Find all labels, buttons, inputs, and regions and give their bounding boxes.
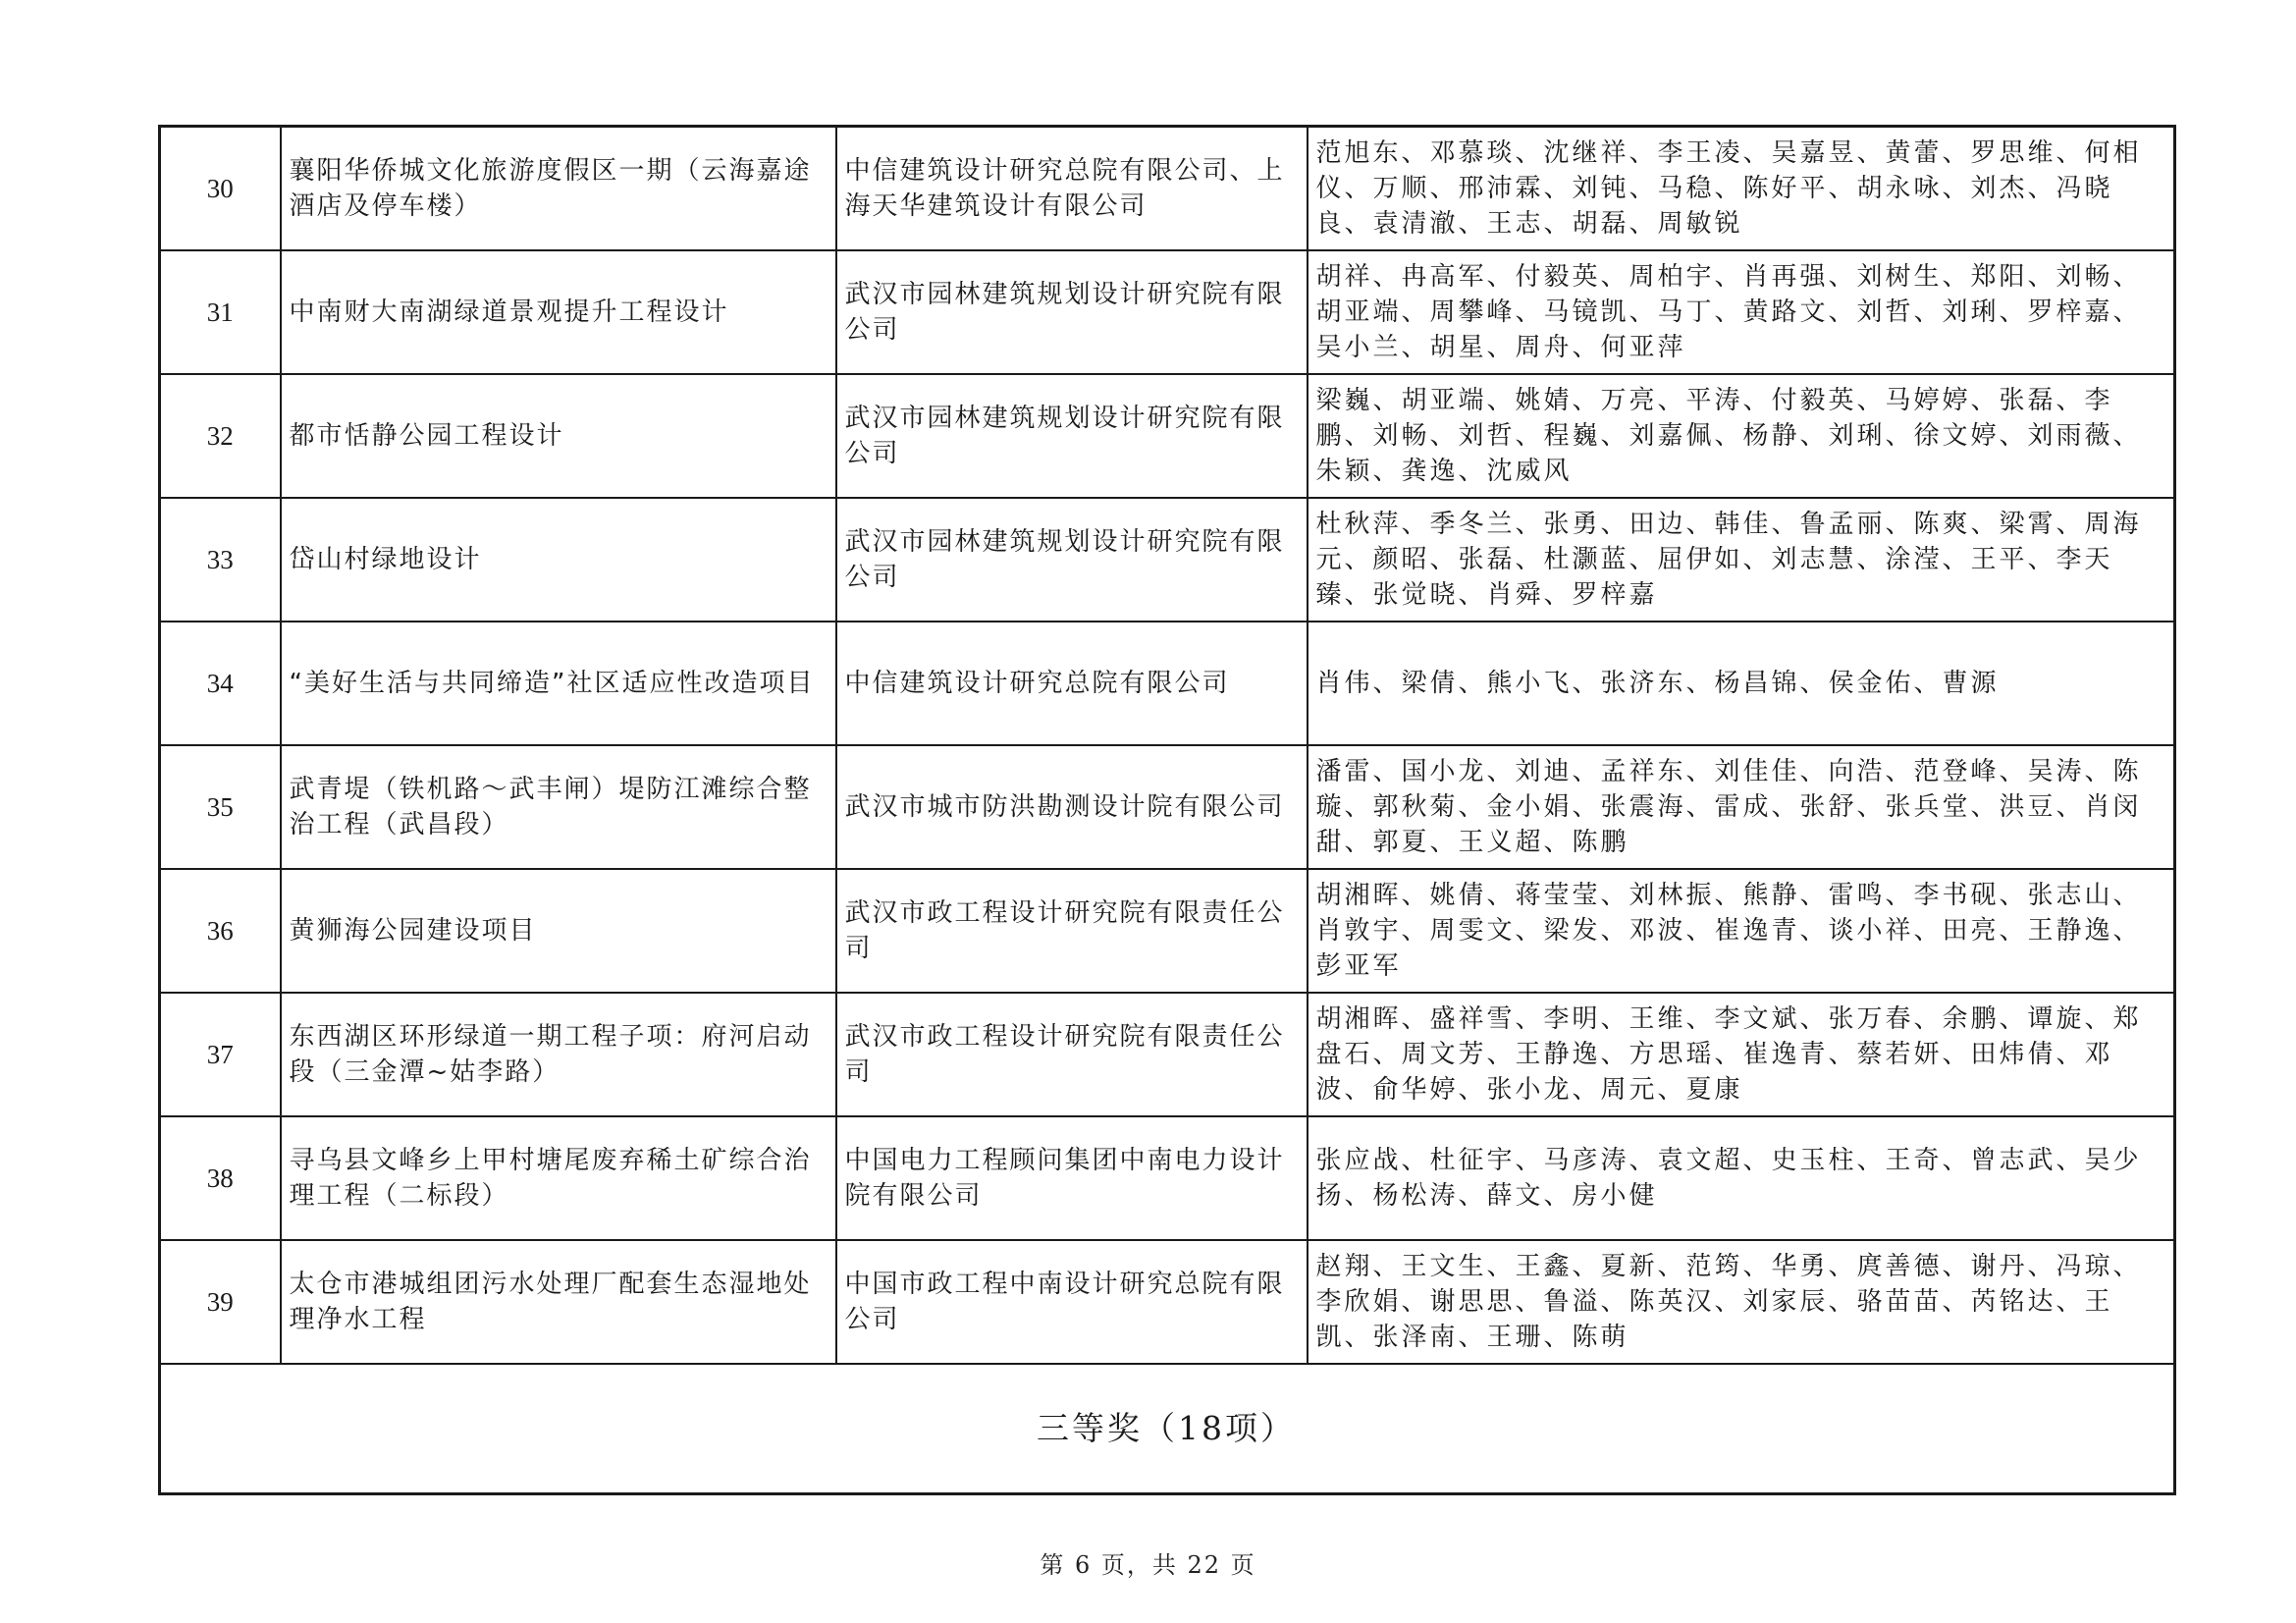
project-name: 寻乌县文峰乡上甲村塘尾废弃稀土矿综合治理工程（二标段） [281, 1116, 836, 1240]
project-name: “美好生活与共同缔造”社区适应性改造项目 [281, 622, 836, 745]
table-row [160, 1240, 2175, 1364]
row-number: 37 [160, 993, 281, 1116]
organization-name: 武汉市园林建筑规划设计研究院有限公司 [836, 374, 1308, 498]
participants-list: 张应战、杜征宇、马彦涛、袁文超、史玉柱、王奇、曾志武、吴少扬、杨松涛、薛文、房小健 [1308, 1116, 2175, 1240]
participants-list: 胡祥、冉高军、付毅英、周柏宇、肖再强、刘树生、郑阳、刘畅、胡亚端、周攀峰、马镜凯、马丁、黄路文、刘哲、刘琍、罗梓嘉、吴小兰、胡星、周舟、何亚萍 [1308, 250, 2175, 374]
awards-table [158, 125, 2176, 1495]
page-number: 第 6 页，共 22 页 [1040, 1551, 1256, 1579]
table-row [160, 374, 2175, 498]
participants-list: 胡湘晖、盛祥雪、李明、王维、李文斌、张万春、余鹏、谭旋、郑盘石、周文芳、王静逸、方思瑶、崔逸青、蔡若妍、田炜倩、邓波、俞华婷、张小龙、周元、夏康 [1308, 993, 2175, 1116]
organization-name: 武汉市城市防洪勘测设计院有限公司 [836, 745, 1308, 869]
organization-name: 武汉市政工程设计研究院有限责任公司 [836, 869, 1308, 993]
participants-list: 潘雷、国小龙、刘迪、孟祥东、刘佳佳、向浩、范登峰、吴涛、陈璇、郭秋菊、金小娟、张震海、雷成、张舒、张兵堂、洪豆、肖闵甜、郭夏、王义超、陈鹏 [1308, 745, 2175, 869]
project-name: 中南财大南湖绿道景观提升工程设计 [281, 250, 836, 374]
project-name: 襄阳华侨城文化旅游度假区一期（云海嘉途酒店及停车楼） [281, 127, 836, 250]
section-heading-row [160, 1364, 2175, 1494]
participants-list: 赵翔、王文生、王鑫、夏新、范筠、华勇、庹善德、谢丹、冯琼、李欣娟、谢思思、鲁溢、陈英汉、刘家辰、骆苗苗、芮铭达、王凯、张泽南、王珊、陈萌 [1308, 1240, 2175, 1364]
table-row [160, 869, 2175, 993]
row-number: 34 [160, 622, 281, 745]
project-name: 都市恬静公园工程设计 [281, 374, 836, 498]
participants-list: 肖伟、梁倩、熊小飞、张济东、杨昌锦、侯金佑、曹源 [1308, 622, 2175, 745]
organization-name: 中国电力工程顾问集团中南电力设计院有限公司 [836, 1116, 1308, 1240]
project-name: 太仓市港城组团污水处理厂配套生态湿地处理净水工程 [281, 1240, 836, 1364]
row-number: 30 [160, 127, 281, 250]
organization-name: 武汉市园林建筑规划设计研究院有限公司 [836, 498, 1308, 622]
section-heading: 三等奖（18项） [160, 1364, 2175, 1494]
table-row [160, 622, 2175, 745]
project-name: 岱山村绿地设计 [281, 498, 836, 622]
participants-list: 范旭东、邓慕琰、沈继祥、李王凌、吴嘉昱、黄蕾、罗思维、何相仪、万顺、邢沛霖、刘钝、马稳、陈好平、胡永咏、刘杰、冯晓良、袁清澈、王志、胡磊、周敏锐 [1308, 127, 2175, 250]
organization-name: 中信建筑设计研究总院有限公司 [836, 622, 1308, 745]
project-name: 武青堤（铁机路～武丰闸）堤防江滩综合整治工程（武昌段） [281, 745, 836, 869]
row-number: 32 [160, 374, 281, 498]
table-row [160, 250, 2175, 374]
organization-name: 中国市政工程中南设计研究总院有限公司 [836, 1240, 1308, 1364]
row-number: 38 [160, 1116, 281, 1240]
table-row [160, 127, 2175, 250]
participants-list: 杜秋萍、季冬兰、张勇、田边、韩佳、鲁孟丽、陈爽、梁霄、周海元、颜昭、张磊、杜灏蓝、屈伊如、刘志慧、涂滢、王平、李天臻、张觉晓、肖舜、罗梓嘉 [1308, 498, 2175, 622]
row-number: 39 [160, 1240, 281, 1364]
organization-name: 武汉市园林建筑规划设计研究院有限公司 [836, 250, 1308, 374]
row-number: 31 [160, 250, 281, 374]
project-name: 东西湖区环形绿道一期工程子项：府河启动段（三金潭~姑李路） [281, 993, 836, 1116]
table-row [160, 745, 2175, 869]
organization-name: 武汉市政工程设计研究院有限责任公司 [836, 993, 1308, 1116]
row-number: 36 [160, 869, 281, 993]
participants-list: 胡湘晖、姚倩、蒋莹莹、刘林振、熊静、雷鸣、李书砚、张志山、肖敦宇、周雯文、梁发、邓波、崔逸青、谈小祥、田亮、王静逸、彭亚军 [1308, 869, 2175, 993]
organization-name: 中信建筑设计研究总院有限公司、上海天华建筑设计有限公司 [836, 127, 1308, 250]
participants-list: 梁巍、胡亚端、姚婧、万亮、平涛、付毅英、马婷婷、张磊、李鹏、刘畅、刘哲、程巍、刘嘉佩、杨静、刘琍、徐文婷、刘雨薇、朱颖、龚逸、沈威风 [1308, 374, 2175, 498]
row-number: 35 [160, 745, 281, 869]
table-row [160, 993, 2175, 1116]
project-name: 黄狮海公园建设项目 [281, 869, 836, 993]
table-row [160, 498, 2175, 622]
row-number: 33 [160, 498, 281, 622]
table-row [160, 1116, 2175, 1240]
